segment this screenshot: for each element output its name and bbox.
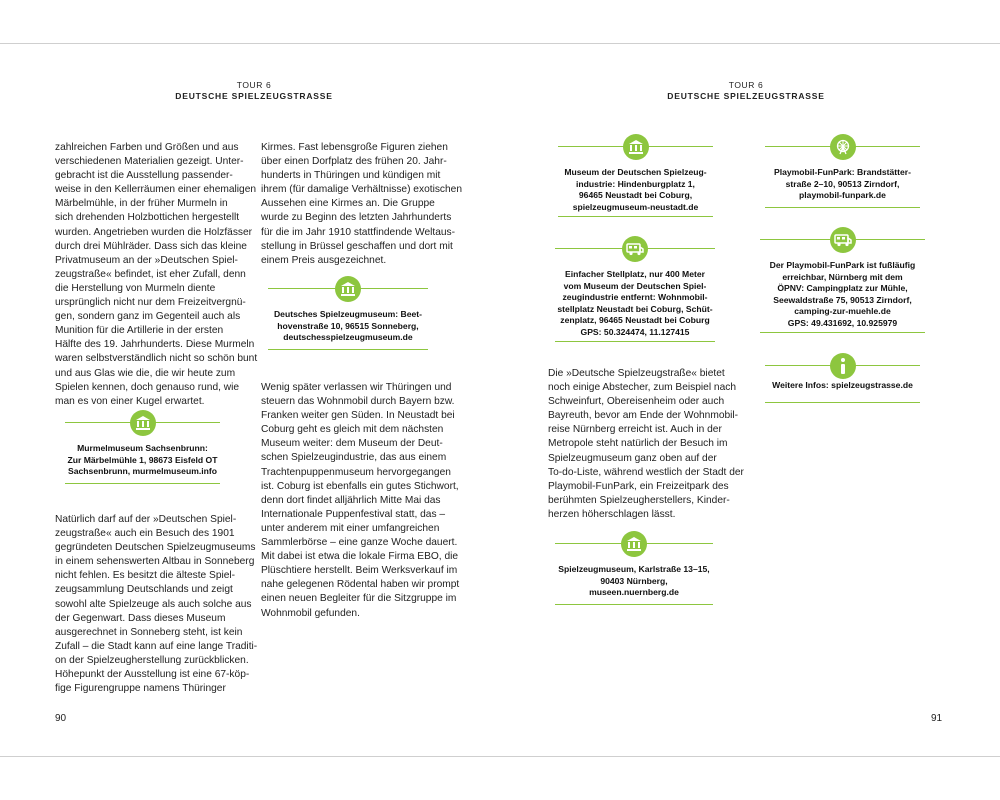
text-line: ÖPNV: Campingplatz zur Mühle, <box>777 283 908 293</box>
text-line: Zur Märbelmühle 1, 98673 Eisfeld OT <box>67 454 218 465</box>
text-line: Zufall – die Stadt kann auf eine lange Traditi- <box>55 640 258 652</box>
divider <box>765 207 920 208</box>
text-line: erreichbar, Nürnberg mit dem <box>782 271 903 282</box>
text-line: zeugstraße« befindet, ist eher Zufall, denn <box>55 268 246 280</box>
text-line: verschiedenen Materialien gezeigt. Unter- <box>55 156 244 168</box>
text-line: hovenstraße 10, 96515 Sonneberg, <box>277 320 419 331</box>
museum-icon <box>623 134 649 160</box>
info-box-stellplatz <box>555 236 715 342</box>
text-line: To-do-Liste, während westlich der Stadt der <box>548 466 744 478</box>
text-line: sich drehenden Holzbottichen hergestellt <box>55 212 240 224</box>
text-line: durch drei Mühlräder. Dass sich das kleine <box>55 240 247 252</box>
text-line: Internationale Puppenfestival statt, das – <box>261 508 446 520</box>
text-line: der Gegenwart. Dass dieses Museum <box>55 612 226 624</box>
info-box-nuernberg <box>555 531 713 605</box>
museum-icon <box>335 276 361 302</box>
page-number-left: 90 <box>55 713 67 724</box>
text-line: Natürlich darf auf der »Deutschen Spiel- <box>55 514 237 525</box>
text-line: deutschesspielzeugmuseum.de <box>283 332 413 342</box>
text-line: Einfacher Stellplatz, nur 400 Meter <box>565 269 705 279</box>
text-line: Schweinfurt, Obereisenheim oder auch <box>548 396 725 408</box>
text-line: straße 2–10, 90513 Zirndorf, <box>785 178 900 189</box>
text-line: Sachsenbrunn, murmelmuseum.info <box>68 466 217 476</box>
text-line: zahlreichen Farben und Größen und aus <box>55 142 239 153</box>
text-line: Hälfte des 19. Jahrhunderts. Diese Murmeln <box>55 339 255 351</box>
divider <box>555 341 715 342</box>
text-line: Spielzeugmuseum ganz oben auf der <box>548 452 717 464</box>
text-line: Aussehen eine Kirmes an. Die Gruppe <box>261 198 435 210</box>
ferris-wheel-icon <box>830 134 856 160</box>
text-line: Playmobil-FunPark: Brandstätter- <box>773 167 912 177</box>
text-line: nahe gelegenen Rödental haben wir prompt <box>261 579 460 591</box>
tour-title: DEUTSCHE SPIELZEUGSTRASSE <box>175 91 333 101</box>
text-line: Der Playmobil-FunPark ist fußläufig <box>769 260 916 270</box>
text-line: berühmten Spielzeugherstellers, Kinder- <box>548 494 730 506</box>
museum-icon <box>621 531 647 557</box>
camper-icon <box>622 236 648 262</box>
text-line: playmobil-funpark.de <box>799 190 886 200</box>
info-box-sonneberg <box>268 276 428 350</box>
divider <box>555 604 713 605</box>
text-line: Privatmuseum an der »Deutschen Spiel- <box>55 254 238 266</box>
text-line: gegründeten Deutschen Spielzeugmuseums <box>55 542 256 554</box>
text-line: Weitere Infos: spielzeugstrasse.de <box>772 380 913 390</box>
text-line: zenplatz, 96465 Neustadt bei Coburg <box>560 315 710 325</box>
divider <box>65 483 220 484</box>
text-line: zeugindustrie entfernt: Wohnmobil- <box>562 292 708 302</box>
text-line: gebracht ist die Ausstellung passender- <box>55 170 233 182</box>
tour-number: TOUR 6 <box>728 80 764 90</box>
text-line: stellung in Brüssel geschaffen und dort mit <box>261 240 453 252</box>
text-line: ursprünglich nicht nur dem Freizeitvergnü- <box>55 297 246 309</box>
info-box-camping <box>760 227 925 333</box>
text-line: Museum der Deutschen Spielzeug- <box>564 167 707 177</box>
text-line: sowohl alte Spielzeuge als auch solche aus <box>55 598 252 610</box>
text-line: Munition für die Artillerie in der ersten <box>55 325 224 337</box>
text-line: die Herstellung von Murmeln diente <box>55 282 216 294</box>
text-line: Museum weiter: dem Museum der Deut- <box>261 438 443 450</box>
text-line: Höhepunkt der Ausstellung ist eine 67-köp- <box>55 669 250 681</box>
tour-number: TOUR 6 <box>236 80 272 90</box>
text-line: Märbelmühle, in der früher Murmeln in <box>55 198 228 210</box>
text-line: GPS: 50.324474, 11.127415 <box>580 326 690 337</box>
text-line: schen Spielzeugindustrie, das aus einem <box>261 452 447 464</box>
text-line: wurden. Angetrieben wurden die Holzfässer <box>55 226 253 238</box>
text-line: stellplatz Neustadt bei Coburg, Schüt- <box>557 303 713 314</box>
text-line: camping-zur-muehle.de <box>794 306 891 316</box>
text-line: Plüschtiere herstellt. Beim Werksverkauf im <box>261 565 458 577</box>
page-number-right: 91 <box>931 713 943 724</box>
text-line: museen.nuernberg.de <box>589 587 679 597</box>
text-line: Franken weiter gen Süden. In Neustadt bei <box>261 410 455 422</box>
text-line: Wenig später verlassen wir Thüringen und <box>261 382 452 393</box>
text-line: denn dort findet alljährlich Mitte Mai das <box>261 494 441 506</box>
body-text-col1-bottom <box>55 513 257 696</box>
divider <box>268 349 428 350</box>
text-line: Bayreuth, bevor am Ende der Wohnmobil- <box>548 410 739 422</box>
camper-icon <box>830 227 856 253</box>
text-line: ist. Coburg ist ebenfalls ein gutes Stichwort, <box>261 480 459 492</box>
text-line: waren selbstverständlich nicht so schön bunt <box>55 353 258 365</box>
text-line: reise Nürnberg erreicht ist. Auch in der <box>548 424 722 436</box>
info-box-playmobil <box>765 134 920 208</box>
text-line: für die im Jahr 1910 stattfindende Weltaus- <box>261 226 456 238</box>
text-line: wurde zu Beginn des letzten Jahrhunderts <box>261 212 452 224</box>
divider <box>760 332 925 333</box>
body-text-col2-top <box>261 141 462 268</box>
text-line: spielzeugmuseum-neustadt.de <box>572 201 699 212</box>
info-box-murmelmuseum <box>65 410 220 484</box>
body-text-col3 <box>548 367 744 522</box>
divider <box>558 216 713 217</box>
text-line: noch einige Abstecher, zum Beispiel nach <box>548 382 737 394</box>
running-header-right <box>646 80 846 102</box>
text-line: Spielzeugmuseum, Karlstraße 13–15, <box>558 564 710 574</box>
museum-icon <box>130 410 156 436</box>
text-line: Sammlerbörse – eine ganze Woche dauert. <box>261 537 458 549</box>
info-box-neustadt <box>558 134 713 217</box>
running-header-left <box>154 80 354 102</box>
text-line: und aus Glas wie die, die wir heute zum <box>55 367 236 379</box>
text-line: Metropole steht natürlich der Besuch im <box>548 438 728 450</box>
text-line: nicht fehlen. Es besitzt die älteste Spiel- <box>55 570 236 582</box>
text-line: Spielen kennen, doch genauso rund, wie <box>55 381 240 393</box>
text-line: industrie: Hindenburgplatz 1, <box>576 178 695 189</box>
text-line: ihrem (für damalige Verhältnisse) exotischen <box>261 184 463 196</box>
text-line: herzen höherschlagen lässt. <box>548 508 676 520</box>
text-line: weise in den Kellerräumen einer ehemaligen <box>55 184 257 196</box>
text-line: Coburg geht es gleich mit dem nächsten <box>261 424 444 436</box>
text-line: zeugsammlung Deutschlands und zeigt <box>55 584 233 596</box>
text-line: einem Preis ausgezeichnet. <box>261 254 387 266</box>
body-text-col2-bottom <box>261 381 459 621</box>
body-text-col1-top <box>55 141 257 409</box>
text-line: in einem sehenswerten Altbau in Sonneberg <box>55 556 255 568</box>
text-line: on der Spielzeugherstellung zurückblicken. <box>55 654 249 666</box>
text-line: fige Figurengruppe namens Thüringer <box>55 683 226 695</box>
text-line: gen, sondern ganz im Gegenteil auch als <box>55 311 241 323</box>
text-line: Murmelmuseum Sachsenbrunn: <box>77 443 208 453</box>
text-line: zeugstraße« auch ein Besuch des 1901 <box>55 528 235 540</box>
text-line: 90403 Nürnberg, <box>600 575 668 586</box>
text-line: Mit dabei ist etwa die lokale Firma EBO, die <box>261 551 459 563</box>
divider <box>765 402 920 403</box>
text-line: Kirmes. Fast lebensgroße Figuren ziehen <box>261 142 448 153</box>
text-line: Deutsches Spielzeugmuseum: Beet- <box>273 309 423 319</box>
text-line: über einen Dorfplatz des frühen 20. Jahr- <box>261 156 447 168</box>
info-icon <box>830 353 856 379</box>
text-line: Die »Deutsche Spielzeugstraße« bietet <box>548 368 725 379</box>
text-line: Wohnmobil gefunden. <box>261 607 360 619</box>
text-line: GPS: 49.431692, 10.925979 <box>787 317 898 328</box>
info-box-weitere-infos <box>765 353 920 403</box>
text-line: unter anderem mit einer umfangreichen <box>261 522 440 534</box>
text-line: 96465 Neustadt bei Coburg, <box>578 190 693 200</box>
text-line: hunderts in Thüringen und kündigen mit <box>261 170 441 182</box>
text-line: man es von einer Kugel erwartet. <box>55 395 205 407</box>
text-line: Seewaldstraße 75, 90513 Zirndorf, <box>773 294 912 305</box>
text-line: Playmobil-FunPark, ein Freizeitpark des <box>548 480 729 492</box>
text-line: ausgerechnet in Sonneberg steht, ist kein <box>55 626 243 638</box>
text-line: vom Museum der Deutschen Spiel- <box>563 280 707 291</box>
text-line: einen neuen Begleiter für die Sitzgruppe im <box>261 593 457 605</box>
text-line: steuern das Wohnmobil durch Bayern bzw. <box>261 396 455 408</box>
tour-title: DEUTSCHE SPIELZEUGSTRASSE <box>667 91 825 101</box>
text-line: Trachtenpuppenmuseum hervorgegangen <box>261 466 451 478</box>
